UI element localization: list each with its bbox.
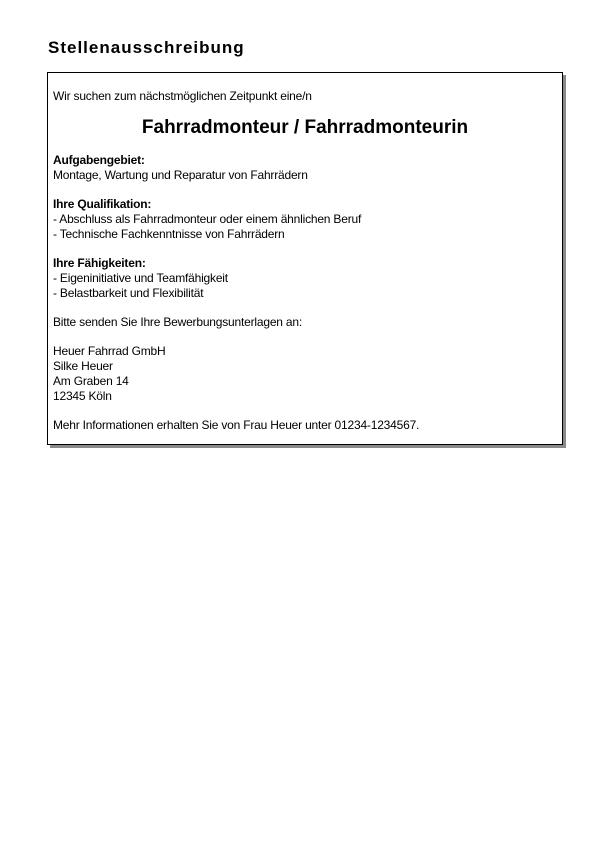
job-title-headline: Fahrradmonteur / Fahrradmonteurin [141,117,469,138]
qualification-item: - Abschluss als Fahrradmonteur oder einem ähnlichen Beruf [53,212,362,226]
more-info-text: Mehr Informationen erhalten Sie von Frau Heuer unter 01234-1234567. [53,418,420,432]
address-city: 12345 Köln [53,389,112,403]
qualification-item: - Technische Fachkenntnisse von Fahrrädern [53,227,285,241]
ad-intro: Wir suchen zum nächstmöglichen Zeitpunkt eine/n [53,89,312,103]
address-company: Heuer Fahrrad GmbH [53,344,166,358]
skills-heading: Ihre Fähigkeiten: [53,256,146,270]
skills-item: - Belastbarkeit und Flexibilität [53,286,204,300]
tasks-text: Montage, Wartung und Reparatur von Fahrrädern [53,168,308,182]
address-street: Am Graben 14 [53,374,129,388]
qualification-heading: Ihre Qualifikation: [53,197,152,211]
address-contact: Silke Heuer [53,359,113,373]
page-title: Stellenausschreibung [48,38,245,57]
tasks-heading: Aufgabengebiet: [53,153,145,167]
application-request: Bitte senden Sie Ihre Bewerbungsunterlagen an: [53,315,302,329]
job-ad-box [47,72,563,445]
skills-item: - Eigeninitiative und Teamfähigkeit [53,271,228,285]
